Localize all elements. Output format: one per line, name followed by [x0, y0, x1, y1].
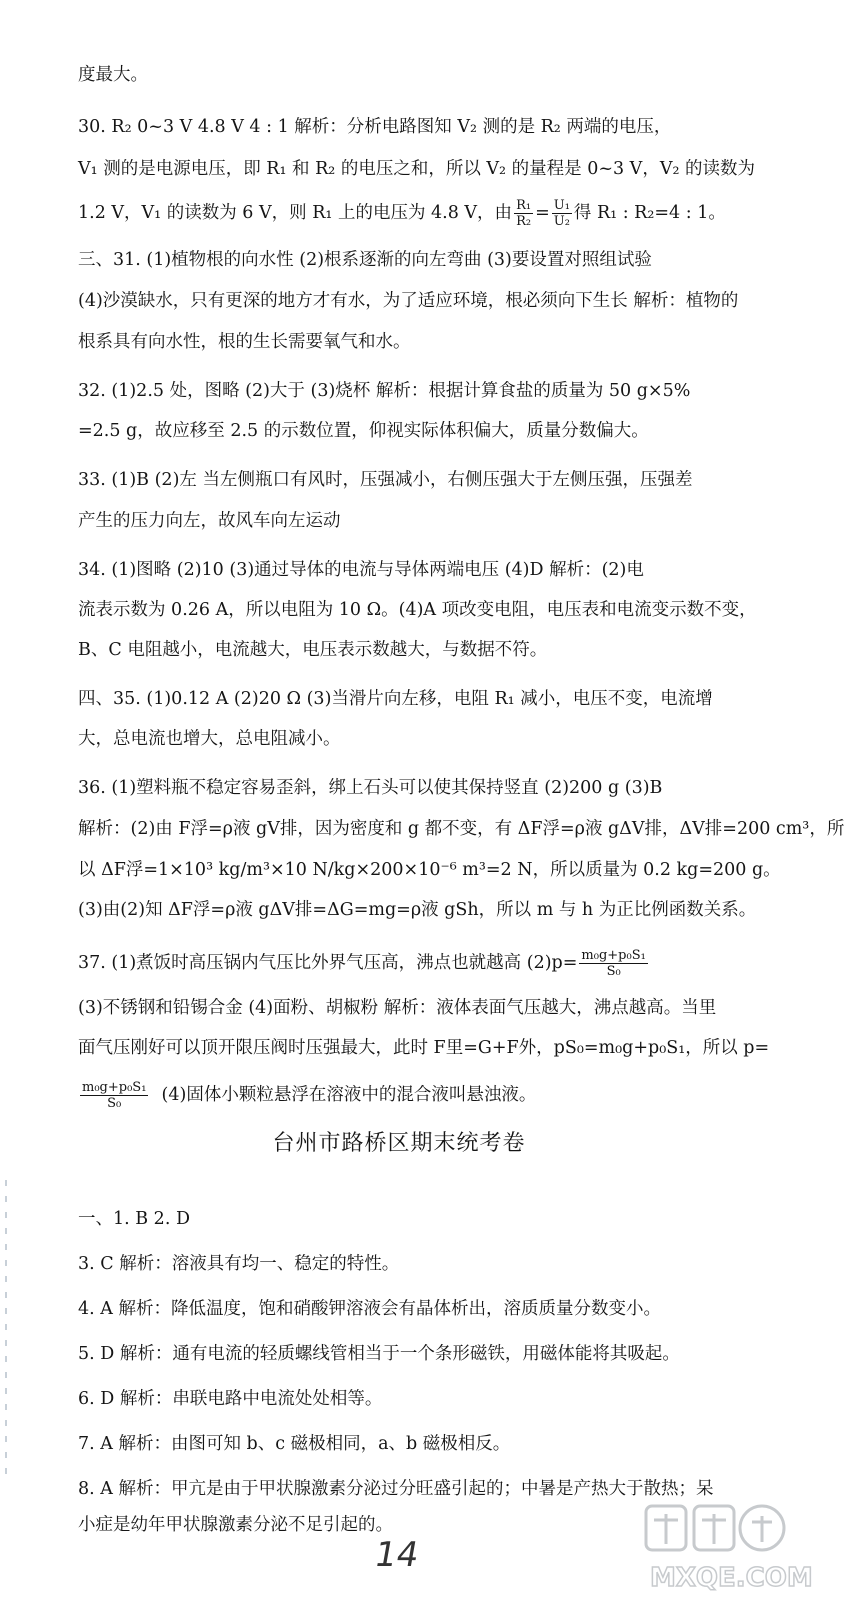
text-line: V₁ 测的是电源电压，即 R₁ 和 R₂ 的电压之和，所以 V₂ 的量程是 0~3 V，V₂ 的读数为: [78, 159, 756, 179]
text-segment: 37. (1)煮饭时高压锅内气压比外界气压高，沸点也就越高 (2): [78, 953, 552, 973]
fraction-denominator: U₂: [553, 214, 570, 229]
text-line: 度最大。: [78, 65, 148, 85]
text-line: 33. (1)B (2)左 当左侧瓶口有风时，压强减小，右侧压强大于左侧压强，压强差: [78, 470, 693, 490]
text-line: (4)沙漠缺水，只有更深的地方才有水，为了适应环境，根必须向下生长 解析：植物的: [78, 291, 739, 311]
text-line: 根系具有向水性，根的生长需要氧气和水。: [78, 332, 411, 352]
answer-line: 小症是幼年甲状腺激素分泌不足引起的。: [78, 1515, 393, 1535]
text-segment: 得 R₁ : R₂=4 : 1。: [573, 203, 726, 223]
text-line: 32. (1)2.5 处，图略 (2)大于 (3)烧杯 解析：根据计算食盐的质量为 50 g×5%: [78, 381, 691, 401]
text-segment: p=: [551, 953, 578, 973]
answer-line: 7. A 解析：由图可知 b、c 磁极相同，a、b 磁极相反。: [78, 1434, 511, 1454]
text-line: B、C 电阻越小，电流越大，电压表示数越大，与数据不符。: [78, 640, 548, 660]
text-line: 以 ΔF浮=1×10³ kg/m³×10 N/kg×200×10⁻⁶ m³=2 N，所以质量为 0.2 kg=200 g。: [78, 860, 781, 880]
fraction-denominator: S₀: [107, 1096, 122, 1111]
fraction: [579, 948, 647, 979]
fraction-numerator: m₀g+p₀S₁: [82, 1080, 147, 1095]
answer-line: 6. D 解析：串联电路中电流处处相等。: [78, 1389, 383, 1409]
text-line: 30. R₂ 0~3 V 4.8 V 4 : 1 解析：分析电路图知 V₂ 测的是 R₂ 两端的电压，: [78, 117, 672, 137]
fraction-numerator: m₀g+p₀S₁: [581, 948, 646, 963]
text-segment: 1.2 V，V₁ 的读数为 6 V，则 R₁ 上的电压为 4.8 V，由: [78, 203, 513, 223]
fraction: [552, 198, 572, 229]
answer-line: 8. A 解析：甲亢是由于甲状腺激素分泌过分旺盛引起的；中暑是产热大于散热；呆: [78, 1479, 714, 1499]
text-line: 面气压刚好可以顶开限压阀时压强最大，此时 F里=G+F外，pS₀=m₀g+p₀S₁，所以 p=: [78, 1038, 770, 1058]
text-line: (3)不锈钢和铅锡合金 (4)面粉、胡椒粉 解析：液体表面气压越大，沸点越高。当里: [78, 998, 717, 1018]
answer-line: 3. C 解析：溶液具有均一、稳定的特性。: [78, 1254, 400, 1274]
scan-edge-mark: [0, 1180, 12, 1480]
text-line-with-fraction: [78, 948, 778, 979]
fraction-denominator: R₂: [516, 214, 532, 229]
text-line-with-fraction: [78, 198, 778, 229]
text-line: =2.5 g，故应移至 2.5 的示数位置，仰视实际体积偏大，质量分数偏大。: [78, 421, 649, 441]
section-title: 台州市路桥区期末统考卷: [272, 1131, 526, 1156]
fraction-numerator: R₁: [516, 198, 532, 213]
text-line: (3)由(2)知 ΔF浮=ρ液 gΔV排=ΔG=mg=ρ液 gSh，所以 m 与 h 为正比例函数关系。: [78, 900, 757, 920]
text-line: 34. (1)图略 (2)10 (3)通过导体的电流与导体两端电压 (4)D 解析：(2)电: [78, 560, 644, 580]
text-line: 大，总电流也增大，总电阻减小。: [78, 729, 341, 749]
page-number: 14: [371, 1535, 422, 1575]
fraction-denominator: S₀: [606, 964, 621, 979]
watermark-logo: [640, 1500, 813, 1596]
text-line: 三、31. (1)植物根的向水性 (2)根系逐渐的向左弯曲 (3)要设置对照组试验: [78, 250, 652, 270]
text-line: 四、35. (1)0.12 A (2)20 Ω (3)当滑片向左移，电阻 R₁ 减小，电压不变，电流增: [78, 689, 713, 709]
text-line: 流表示数为 0.26 A，所以电阻为 10 Ω。(4)A 项改变电阻，电压表和电流变示数不变，: [78, 600, 757, 620]
answer-line: 5. D 解析：通有电流的轻质螺线管相当于一个条形磁铁，用磁体能将其吸起。: [78, 1344, 680, 1364]
text-line-with-fraction: [78, 1080, 778, 1111]
text-line: 产生的压力向左，故风车向左运动: [78, 511, 341, 531]
equals-sign: =: [535, 203, 550, 223]
fraction: [514, 198, 533, 229]
svg-text:MXQE.COM: MXQE.COM: [650, 1563, 813, 1593]
answer-line: 一、1. B 2. D: [78, 1209, 190, 1229]
text-line: 解析：(2)由 F浮=ρ液 gV排，因为密度和 g 都不变，有 ΔF浮=ρ液 gΔV排，ΔV排=200 cm³，所: [78, 819, 844, 839]
text-line: 36. (1)塑料瓶不稳定容易歪斜，绑上石头可以使其保持竖直 (2)200 g (3)B: [78, 778, 663, 798]
fraction-numerator: U₁: [553, 198, 570, 213]
answer-line: 4. A 解析：降低温度，饱和硝酸钾溶液会有晶体析出，溶质质量分数变小。: [78, 1299, 661, 1319]
text-segment: (4)固体小颗粒悬浮在溶液中的混合液叫悬浊液。: [161, 1085, 537, 1105]
fraction: [80, 1080, 148, 1111]
